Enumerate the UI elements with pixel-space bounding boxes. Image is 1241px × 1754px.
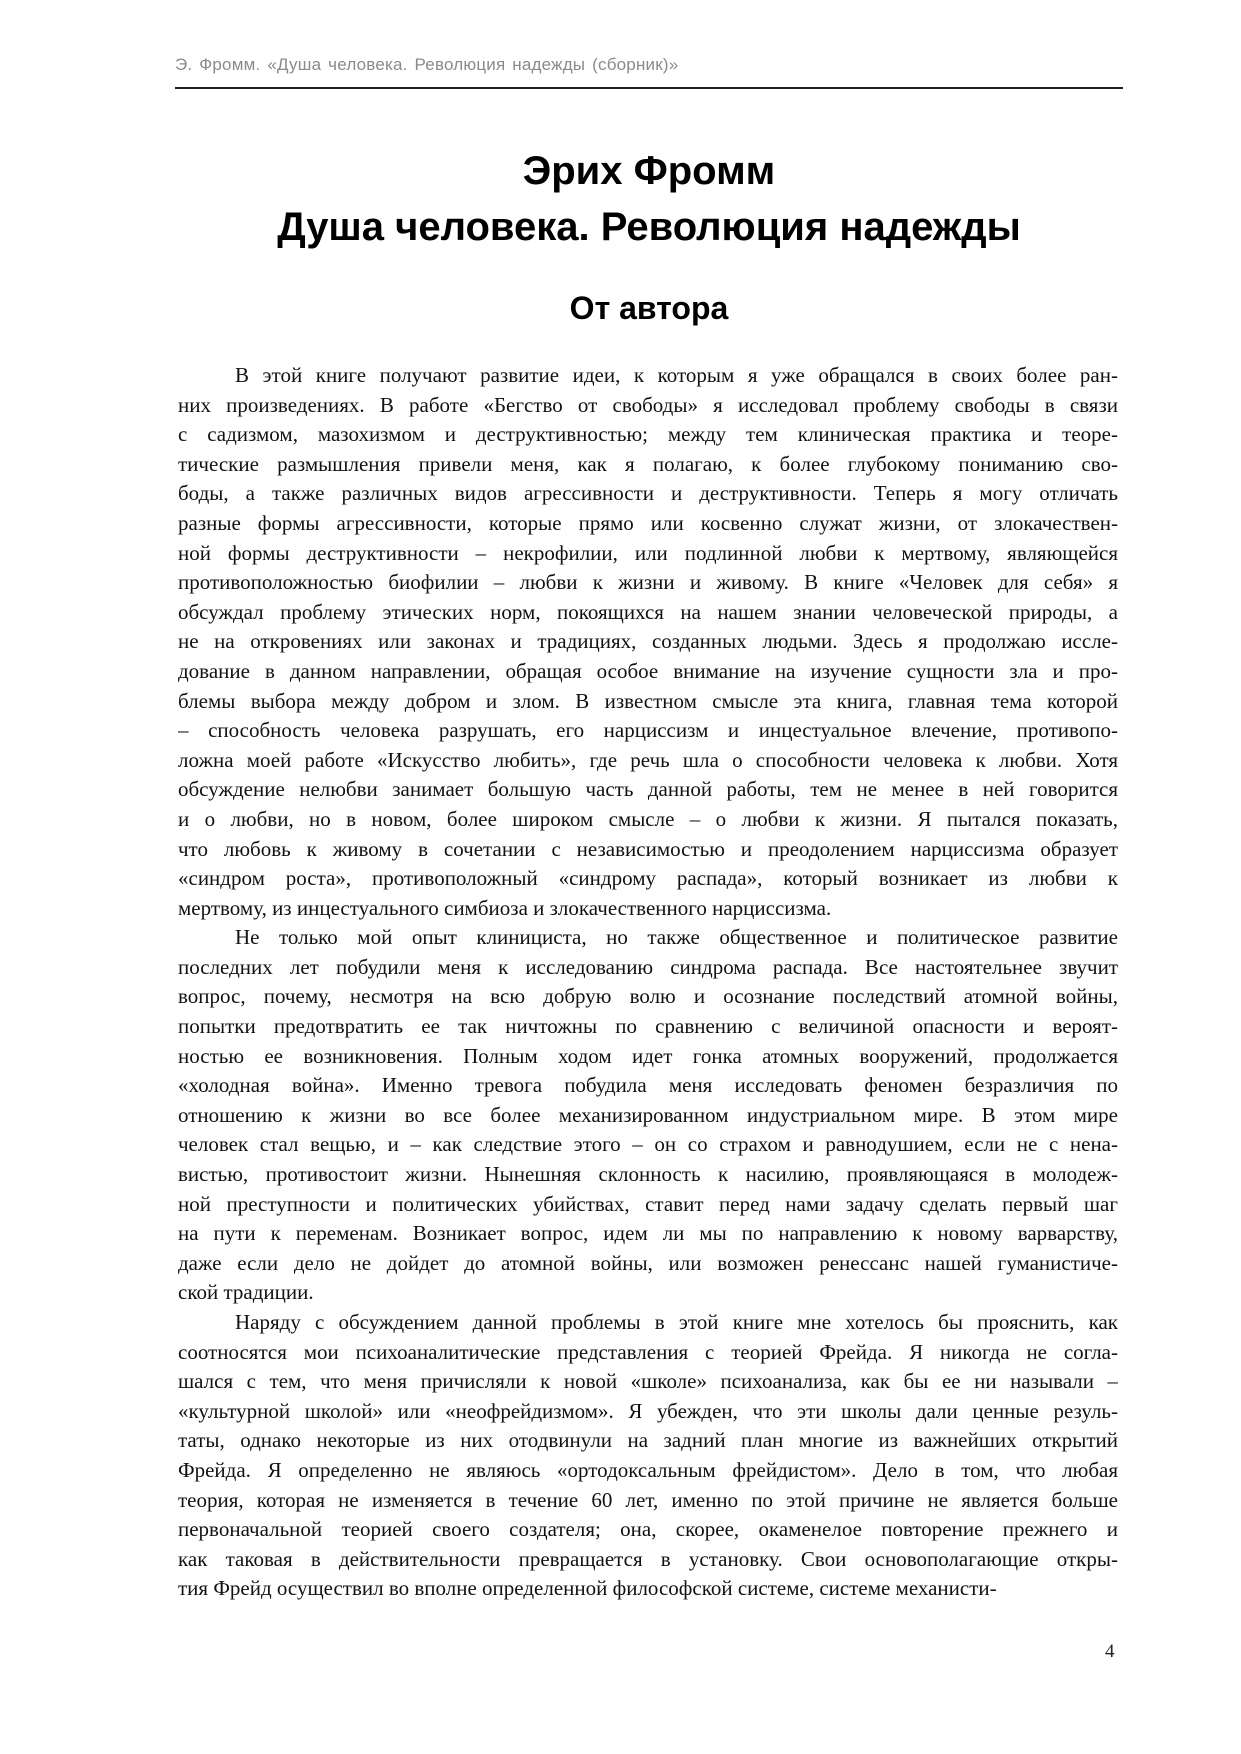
paragraph-line: Фрейда. Я определенно не являюсь «ортодоксальным фрейдистом». Дело в том, что любая (178, 1457, 1118, 1482)
paragraph-first-line: Не только мой опыт клинициста, но также общественное и политическое развитие (235, 925, 1118, 950)
body-text (178, 361, 1118, 1604)
paragraph-line: них произведениях. В работе «Бегство от свободы» я исследовал проблему свободы в связи (178, 392, 1118, 417)
paragraph-line: блемы выбора между добром и злом. В известном смысле эта книга, главная тема которой (178, 688, 1118, 713)
paragraph-first-line: Наряду с обсуждением данной проблемы в этой книге мне хотелось бы прояснить, как (235, 1310, 1118, 1334)
paragraph-line: разные формы агрессивности, которые прямо или косвенно служат жизни, от злокачествен- (178, 510, 1118, 535)
paragraph-line: даже если дело не дойдет до атомной войны, или возможен ренессанс нашей гуманистиче- (178, 1250, 1118, 1275)
paragraph-line: ложна моей работе «Искусство любить», где речь шла о способности человека к любви. Хотя (178, 747, 1118, 772)
paragraph-line: с садизмом, мазохизмом и деструктивностью; между тем клиническая практика и теоре- (178, 422, 1118, 447)
paragraph-line: обсуждал проблему этических норм, покоящихся на нашем знании человеческой природы, а (178, 599, 1118, 624)
paragraph-line: тические размышления привели меня, как я полагаю, к более глубокому пониманию сво- (178, 451, 1118, 476)
paragraph-line: вистью, противостоит жизни. Нынешняя склонность к насилию, проявляющаяся в молодеж- (178, 1162, 1118, 1187)
paragraph-line: противоположностью биофилии – любви к жизни и живому. В книге «Человек для себя» я (178, 570, 1118, 595)
paragraph-line: вопрос, почему, несмотря на всю добрую волю и осознание последствий атомной войны, (178, 984, 1118, 1009)
paragraph-line: мертвому, из инцестуального симбиоза и злокачественного нарциссизма. (178, 895, 832, 920)
paragraph-line: «культурной школой» или «неофрейдизмом». Я убежден, что эти школы дали ценные резуль- (178, 1398, 1118, 1423)
paragraph-line: первоначальной теорией своего создателя; она, скорее, окаменелое повторение прежнего и (178, 1517, 1118, 1542)
paragraph-line: боды, а также различных видов агрессивности и деструктивности. Теперь я могу отличать (178, 481, 1118, 506)
paragraph-line: шался с тем, что меня причисляли к новой «школе» психоанализа, как бы ее ни называли – (178, 1369, 1118, 1394)
paragraph-line: соотносятся мои психоаналитические представления с теорией Фрейда. Я никогда не согла- (178, 1339, 1118, 1364)
paragraph-line: ской традиции. (178, 1280, 314, 1305)
section-heading: От автора (569, 290, 729, 326)
paragraph-line: таты, однако некоторые из них отодвинули на задний план многие из важнейших открытий (178, 1428, 1118, 1453)
paragraph-line: ной преступности и политических убийствах, ставит перед нами задачу сделать первый шаг (178, 1191, 1118, 1216)
paragraph-line: ной формы деструктивности – некрофилии, или подлинной любви к мертвому, являющейся (178, 540, 1118, 565)
paragraph-line: не на откровениях или законах и традициях, созданных людьми. Здесь я продолжаю иссле- (178, 629, 1118, 654)
paragraph-line: человек стал вещью, и – как следствие этого – он со страхом и равнодушием, если не с нена- (178, 1132, 1118, 1157)
paragraph-line: что любовь к живому в сочетании с независимостью и преодолением нарциссизма образует (178, 836, 1118, 861)
paragraph-line: на пути к переменам. Возникает вопрос, идем ли мы по направлению к новому варварству, (178, 1221, 1118, 1246)
paragraph-line: теория, которая не изменяется в течение 60 лет, именно по этой причине не является больше (178, 1487, 1118, 1512)
paragraph-line: – способность человека разрушать, его нарциссизм и инцестуальное влечение, противопо- (178, 718, 1118, 743)
paragraph-line: «холодная война». Именно тревога побудила меня исследовать феномен безразличия по (178, 1073, 1118, 1098)
author-name: Эрих Фромм (522, 149, 776, 193)
paragraph-line: отношению к жизни во все более механизированном индустриальном мире. В этом мире (178, 1102, 1118, 1127)
paragraph-line: попытки предотвратить ее так ничтожны по сравнению с величиной опасности и вероят- (178, 1014, 1118, 1039)
book-title (175, 143, 1123, 255)
book-name: Душа человека. Революция надежды (277, 205, 1021, 249)
paragraph-line: последних лет побудили меня к исследованию синдрома распада. Все настоятельнее звучит (178, 954, 1118, 979)
page-number: 4 (1105, 1641, 1115, 1662)
paragraph-line: «синдром роста», противоположный «синдрому распада», который возникает из любви к (178, 866, 1118, 891)
running-header: Э. Фромм. «Душа человека. Революция надежды (сборник)» (175, 55, 679, 74)
paragraph-first-line: В этой книге получают развитие идеи, к которым я уже обращался в своих более ран- (235, 363, 1118, 387)
paragraph-line: и о любви, но в новом, более широком смысле – о любви к жизни. Я пытался показать, (178, 806, 1118, 831)
paragraph-line: ностью ее возникновения. Полным ходом идет гонка атомных вооружений, продолжается (178, 1043, 1118, 1068)
paragraph-line: как таковая в действительности превращается в установку. Свои основополагающие откры- (178, 1546, 1118, 1571)
paragraph-line: тия Фрейд осуществил во вполне определенной философской системе, системе механисти- (178, 1576, 997, 1601)
paragraph-line: обсуждение нелюбви занимает большую часть данной работы, тем не менее в ней говорится (178, 777, 1118, 802)
paragraph-line: дование в данном направлении, обращая особое внимание на изучение сущности зла и про- (178, 658, 1118, 683)
header-divider (175, 87, 1123, 89)
